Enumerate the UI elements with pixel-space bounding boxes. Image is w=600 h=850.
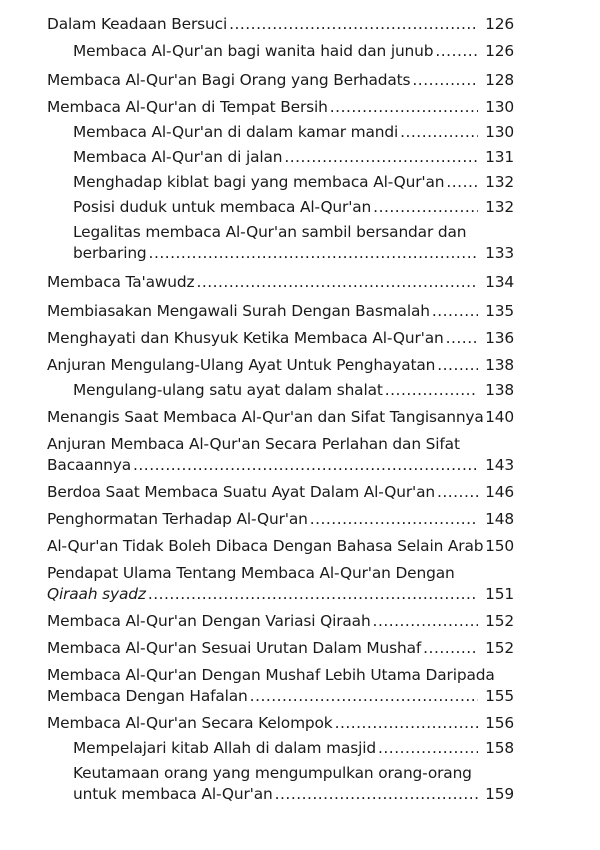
toc-entry[interactable] (47, 665, 514, 707)
toc-page-number: 135 (485, 302, 514, 320)
dot-leader (310, 509, 478, 530)
toc-entry-title: Qiraah syadz (47, 585, 146, 603)
toc-page-number: 132 (485, 173, 514, 191)
toc-entry-title: Membaca Al-Qur'an di dalam kamar mandi (73, 123, 399, 141)
toc-entry[interactable] (47, 301, 514, 322)
toc-entry[interactable] (47, 14, 514, 35)
toc-entry[interactable] (47, 563, 514, 605)
toc-page-number: 140 (485, 408, 514, 426)
toc-entry-title: Mempelajari kitab Allah di dalam masjid (73, 739, 377, 757)
toc-entry[interactable] (47, 509, 514, 530)
toc-entry[interactable] (47, 638, 514, 659)
toc-page-number: 131 (485, 148, 514, 166)
toc-page-number: 146 (485, 483, 514, 501)
toc-entry-title: Membaca Al-Qur'an di Tempat Bersih (47, 98, 328, 116)
toc-entry-title: Membaca Ta'awudz (47, 273, 195, 291)
toc-entry-title: untuk membaca Al-Qur'an (73, 785, 273, 803)
toc-entry-title: Membaca Al-Qur'an bagi wanita haid dan junub (73, 42, 434, 60)
dot-leader (423, 638, 478, 659)
toc-entry-title: Membiasakan Mengawali Surah Dengan Basmalah (47, 302, 430, 320)
toc-entry[interactable] (47, 536, 514, 557)
toc-page-number: 126 (485, 42, 514, 60)
toc-entry[interactable] (47, 482, 514, 503)
toc-entry-title: Mengulang-ulang satu ayat dalam shalat (73, 381, 383, 399)
toc-entry-title-line: Membaca Al-Qur'an Dengan Mushaf Lebih Utama Daripada (47, 666, 495, 684)
toc-page-number: 126 (485, 15, 514, 33)
toc-entry[interactable] (47, 763, 514, 805)
dot-leader (378, 738, 478, 759)
toc-page-number: 148 (485, 510, 514, 528)
dot-leader (373, 611, 478, 632)
toc-entry[interactable] (47, 122, 514, 143)
toc-entry[interactable] (47, 41, 514, 62)
toc-entry-title: Membaca Dengan Hafalan (47, 687, 248, 705)
toc-page-number: 134 (485, 273, 514, 291)
toc-entry-title: Membaca Al-Qur'an di jalan (73, 148, 283, 166)
toc-page-number: 138 (485, 381, 514, 399)
toc-entry-title-line: Keutamaan orang yang mengumpulkan orang-orang (73, 764, 472, 782)
dot-leader (373, 197, 478, 218)
dot-leader (385, 380, 478, 401)
toc-page-number: 133 (485, 244, 514, 262)
dot-leader (412, 70, 478, 91)
dot-leader (250, 686, 478, 707)
toc-page-number: 136 (485, 329, 514, 347)
toc-entry-title: Membaca Al-Qur'an Bagi Orang yang Berhadats (47, 71, 411, 89)
table-of-contents (47, 14, 514, 805)
toc-entry-title: Menghayati dan Khusyuk Ketika Membaca Al-Qur'an (47, 329, 444, 347)
toc-entry-title: Penghormatan Terhadap Al-Qur'an (47, 510, 308, 528)
toc-entry-title: Membaca Al-Qur'an Secara Kelompok (47, 714, 333, 732)
dot-leader (330, 97, 478, 118)
toc-page-number: 150 (485, 537, 514, 555)
dot-leader (400, 122, 478, 143)
toc-entry[interactable] (47, 197, 514, 218)
toc-entry[interactable] (47, 97, 514, 118)
toc-page-number: 152 (485, 612, 514, 630)
toc-entry[interactable] (47, 272, 514, 293)
toc-page-number: 158 (485, 739, 514, 757)
toc-entry-title: Membaca Al-Qur'an Sesuai Urutan Dalam Mushaf (47, 639, 422, 657)
toc-entry[interactable] (47, 380, 514, 401)
toc-entry[interactable] (47, 407, 514, 428)
toc-entry-title: Membaca Al-Qur'an Dengan Variasi Qiraah (47, 612, 371, 630)
toc-entry[interactable] (47, 738, 514, 759)
toc-page-number: 159 (485, 785, 514, 803)
dot-leader (133, 455, 478, 476)
toc-page-number: 143 (485, 456, 514, 474)
dot-leader (437, 355, 478, 376)
toc-entry[interactable] (47, 611, 514, 632)
toc-page-number: 156 (485, 714, 514, 732)
toc-entry[interactable] (47, 172, 514, 193)
toc-entry[interactable] (47, 713, 514, 734)
toc-entry-title: Menghadap kiblat bagi yang membaca Al-Qur'an (73, 173, 445, 191)
dot-leader (229, 14, 478, 35)
toc-page-number: 128 (485, 71, 514, 89)
dot-leader (284, 147, 478, 168)
toc-entry[interactable] (47, 434, 514, 476)
toc-entry-title: Al-Qur'an Tidak Boleh Dibaca Dengan Bahasa Selain Arab (47, 537, 484, 555)
toc-entry[interactable] (47, 355, 514, 376)
toc-entry-title-line: Anjuran Membaca Al-Qur'an Secara Perlahan dan Sifat (47, 435, 460, 453)
toc-page-number: 130 (485, 98, 514, 116)
toc-entry-title: Dalam Keadaan Bersuci (47, 15, 228, 33)
toc-page-number: 151 (485, 585, 514, 603)
dot-leader (446, 172, 478, 193)
toc-entry[interactable] (47, 70, 514, 91)
toc-entry-title: Bacaannya (47, 456, 132, 474)
dot-leader (275, 784, 478, 805)
toc-entry-title: Menangis Saat Membaca Al-Qur'an dan Sifat Tangisannya (47, 408, 484, 426)
toc-entry-title-line: Legalitas membaca Al-Qur'an sambil bersandar dan (73, 223, 467, 241)
toc-entry-title: berbaring (73, 244, 147, 262)
toc-page-number: 132 (485, 198, 514, 216)
toc-page-number: 152 (485, 639, 514, 657)
toc-entry[interactable] (47, 147, 514, 168)
dot-leader (446, 328, 478, 349)
dot-leader (196, 272, 478, 293)
toc-entry-title-line: Pendapat Ulama Tentang Membaca Al-Qur'an Dengan (47, 564, 455, 582)
dot-leader (435, 41, 478, 62)
toc-entry-title: Anjuran Mengulang-Ulang Ayat Untuk Penghayatan (47, 356, 436, 374)
toc-entry-title: Posisi duduk untuk membaca Al-Qur'an (73, 198, 372, 216)
toc-page-number: 155 (485, 687, 514, 705)
toc-page-number: 130 (485, 123, 514, 141)
toc-entry-title: Berdoa Saat Membaca Suatu Ayat Dalam Al-Qur'an (47, 483, 435, 501)
dot-leader (335, 713, 478, 734)
toc-entry[interactable] (47, 222, 514, 264)
toc-page-number: 138 (485, 356, 514, 374)
dot-leader (432, 301, 478, 322)
dot-leader (149, 243, 478, 264)
dot-leader (148, 584, 478, 605)
toc-entry[interactable] (47, 328, 514, 349)
dot-leader (437, 482, 478, 503)
